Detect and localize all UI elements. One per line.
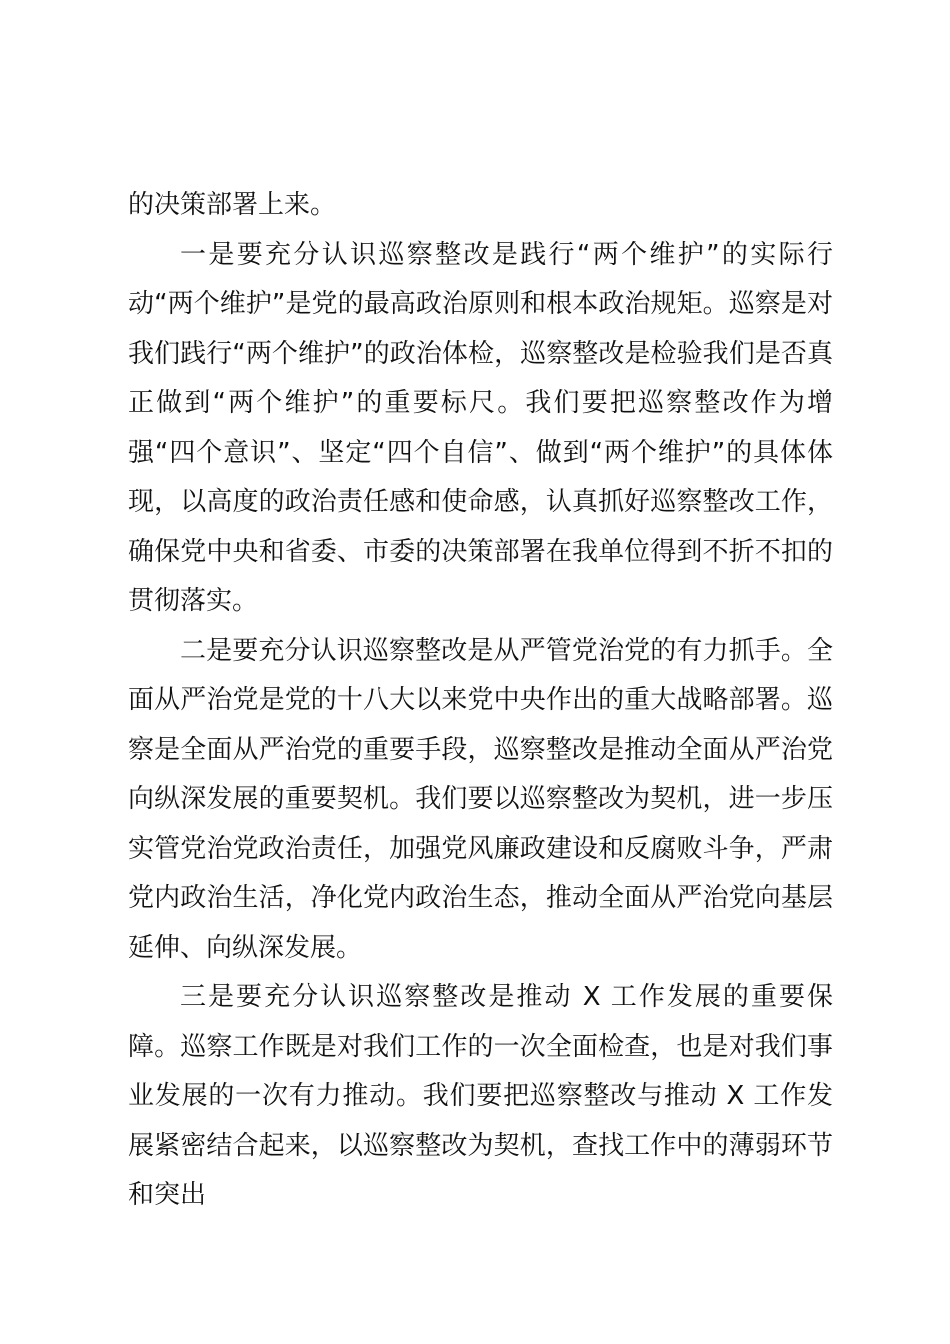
paragraph-continuation: 的决策部署上来。 [128,190,337,220]
paragraph-point-three: 三是要充分认识巡察整改是推动 X 工作发展的重要保障。巡察工作既是对我们工作的一次全面检查，也是对我们事业发展的一次有力推动。我们要把巡察整改与推动 X 工作发展紧密结合起来，以巡察整改为契机，查找工作中的薄弱环节和突出 [128,982,833,1210]
paragraph-point-one: 一是要充分认识巡察整改是践行“两个维护”的实际行动“两个维护”是党的最高政治原则和根本政治规矩。巡察是对我们践行“两个维护”的政治体检，巡察整改是检验我们是否真正做到“两个维护”的重要标尺。我们要把巡察整改作为增强“四个意识”、坚定“四个自信”、做到“两个维护”的具体体现，以高度的政治责任感和使命感，认真抓好巡察整改工作，确保党中央和省委、市委的决策部署在我单位得到不折不扣的贯彻落实。 [128,239,833,616]
document-body [128,181,833,1221]
paragraph-point-two: 二是要充分认识巡察整改是从严管党治党的有力抓手。全面从严治党是党的十八大以来党中央作出的重大战略部署。巡察是全面从严治党的重要手段，巡察整改是推动全面从严治党向纵深发展的重要契机。我们要以巡察整改为契机，进一步压实管党治党政治责任，加强党风廉政建设和反腐败斗争，严肃党内政治生活，净化党内政治生态，推动全面从严治党向基层延伸、向纵深发展。 [128,635,833,963]
